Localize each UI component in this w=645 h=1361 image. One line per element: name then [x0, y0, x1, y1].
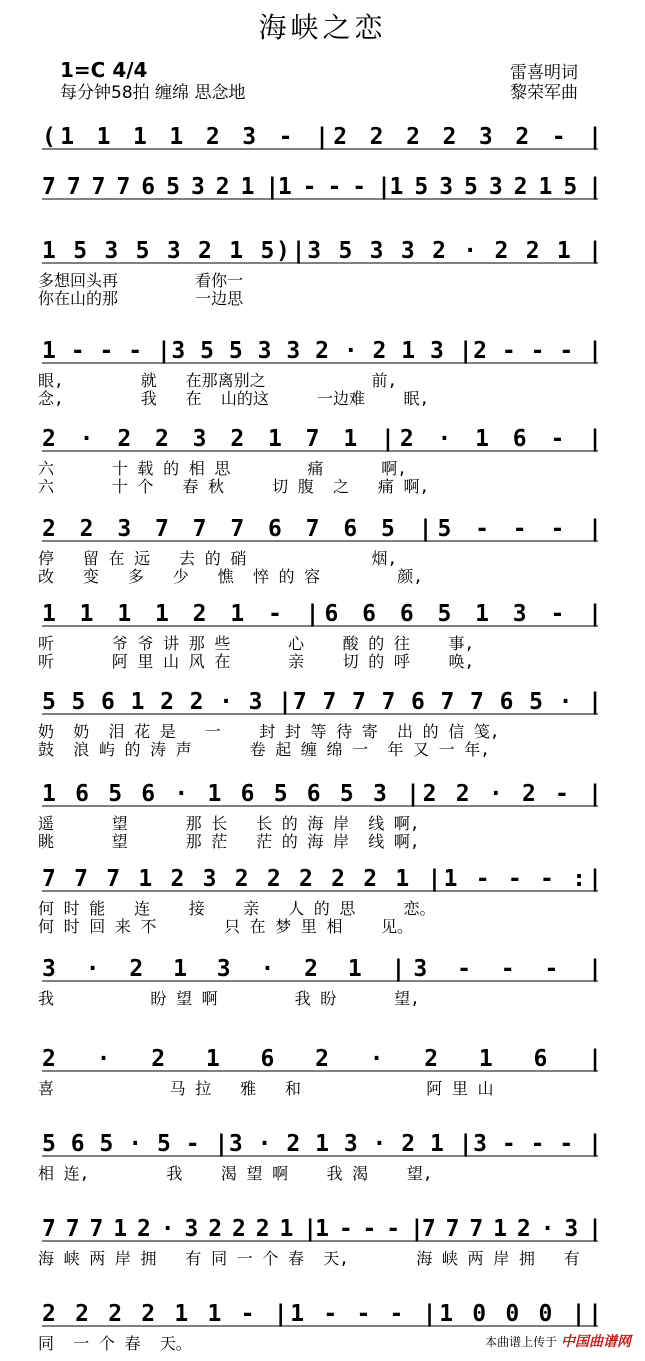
lyric-line: 六 十 载 的 相 思 痛 啊,: [38, 459, 407, 478]
song-title: 海峡之恋: [258, 11, 387, 44]
lyric-line: 遥 望 那 长 长 的 海 岸 线 啊,: [38, 814, 420, 833]
score-row: [38, 510, 638, 586]
site-logo: 中国曲谱网: [561, 1334, 631, 1350]
notation-text: 5 5 6 1 2 2 · 3 |7 7 7 7 6 7 7 6 5 · |: [42, 689, 602, 715]
score-row: [38, 1210, 638, 1270]
notation-text: 1 1 1 1 2 1 - |6 6 6 5 1 3 - |: [42, 601, 602, 627]
lyric-line: 我 盼 望 啊 我 盼 望,: [38, 989, 420, 1008]
notation-text: 7 7 7 7 6 5 3 2 1 |1 - - - |1 5 3 5 3 2 1 5 |: [42, 174, 603, 200]
notation-line: [38, 1210, 638, 1240]
lyric-line: 多想回头再 看你一: [38, 271, 244, 290]
notation-text: 1 6 5 6 · 1 6 5 6 5 3 |2 2 · 2 - |: [42, 781, 602, 807]
lyric-line: 眺 望 那 茫 茫 的 海 岸 线 啊,: [38, 832, 420, 851]
lyricist-credit: 雷喜明词: [510, 63, 578, 83]
lyric-line: 鼓 浪 屿 的 涛 声 卷 起 缠 绵 一 年 又 一 年,: [38, 740, 490, 759]
notation-line: [38, 332, 638, 362]
upload-note: 本曲谱上传于: [485, 1335, 558, 1349]
notation-line: [38, 232, 638, 262]
score-row: [38, 950, 638, 1010]
notation-line: [38, 510, 638, 540]
lyric-line: 听 阿 里 山 风 在 亲 切 的 呼 唤,: [38, 652, 475, 671]
footer: [485, 1331, 631, 1351]
score-row: [38, 860, 638, 936]
notation-line: [38, 775, 638, 805]
score-row: [38, 1040, 638, 1100]
lyric-line: 改 变 多 少 憔 悴 的 容 颜,: [38, 567, 423, 586]
lyric-line: 何 时 能 连 接 亲 人 的 思 恋。: [38, 899, 436, 918]
notation-text: 2 2 3 7 7 7 6 7 6 5 |5 - - - |: [42, 516, 602, 542]
notation-line: [38, 860, 638, 890]
lyric-line: 眼, 就 在那离别之 前,: [38, 371, 398, 390]
score-row: [38, 168, 638, 228]
lyric-line: 停 留 在 远 去 的 硝 烟,: [38, 549, 398, 568]
lyric-line: 同 一 个 春 天。: [38, 1334, 192, 1353]
lyric-line: 何 时 回 来 不 只 在 梦 里 相 见。: [38, 917, 414, 936]
lyric-line: 你在山的那 一边思: [38, 289, 244, 308]
score-row: [38, 775, 638, 851]
notation-line: [38, 683, 638, 713]
notation-text: 2 2 2 2 1 1 - |1 - - - |1 0 0 0 ||: [42, 1301, 602, 1327]
score-row: [38, 595, 638, 671]
key-signature: 1=C 4/4: [60, 58, 148, 82]
notation-line: [38, 420, 638, 450]
notation-line: [38, 1295, 638, 1325]
lyric-line: 喜 马 拉 雅 和 阿 里 山: [38, 1079, 494, 1098]
lyric-line: 六 十 个 春 秋 切 腹 之 痛 啊,: [38, 477, 430, 496]
notation-text: 2 · 2 2 3 2 1 7 1 |2 · 1 6 - |: [42, 426, 602, 452]
notation-text: 1 5 3 5 3 2 1 5)|3 5 3 3 2 · 2 2 1 |: [42, 238, 602, 264]
notation-text: (1 1 1 1 2 3 - |2 2 2 2 3 2 - |: [42, 124, 602, 150]
tempo-expression: 每分钟58拍 缠绵 思念地: [60, 83, 246, 103]
lyric-line: 听 爷 爷 讲 那 些 心 酸 的 往 事,: [38, 634, 475, 653]
score-row: [38, 332, 638, 408]
notation-line: [38, 168, 638, 198]
composer-credit: 黎荣军曲: [510, 83, 578, 103]
notation-text: 7 7 7 1 2 · 3 2 2 2 1 |1 - - - |7 7 7 1 2 · 3 |: [42, 1216, 602, 1242]
notation-line: [38, 595, 638, 625]
lyric-line: 海 峡 两 岸 拥 有 同 一 个 春 天, 海 峡 两 岸 拥 有: [38, 1249, 580, 1268]
score-row: [38, 232, 638, 308]
notation-text: 2 · 2 1 6 2 · 2 1 6 |: [42, 1046, 603, 1072]
lyric-line: 念, 我 在 山的这 一边难 眠,: [38, 389, 430, 408]
notation-line: [38, 950, 638, 980]
score-row: [38, 1125, 638, 1185]
lyric-line: 相 连, 我 渴 望 啊 我 渴 望,: [38, 1164, 433, 1183]
lyric-line: 奶 奶 泪 花 是 一 封 封 等 待 寄 出 的 信 笺,: [38, 722, 500, 741]
notation-text: 7 7 7 1 2 3 2 2 2 2 2 1 |1 - - - :|: [42, 866, 602, 892]
score-row: [38, 683, 638, 759]
notation-line: [38, 1040, 638, 1070]
notation-text: 5 6 5 · 5 - |3 · 2 1 3 · 2 1 |3 - - - |: [42, 1131, 602, 1157]
score-row: [38, 420, 638, 496]
notation-text: 1 - - - |3 5 5 3 3 2 · 2 1 3 |2 - - - |: [42, 338, 602, 364]
notation-line: [38, 1125, 638, 1155]
notation-line: [38, 118, 638, 148]
notation-text: 3 · 2 1 3 · 2 1 |3 - - - |: [42, 956, 602, 982]
